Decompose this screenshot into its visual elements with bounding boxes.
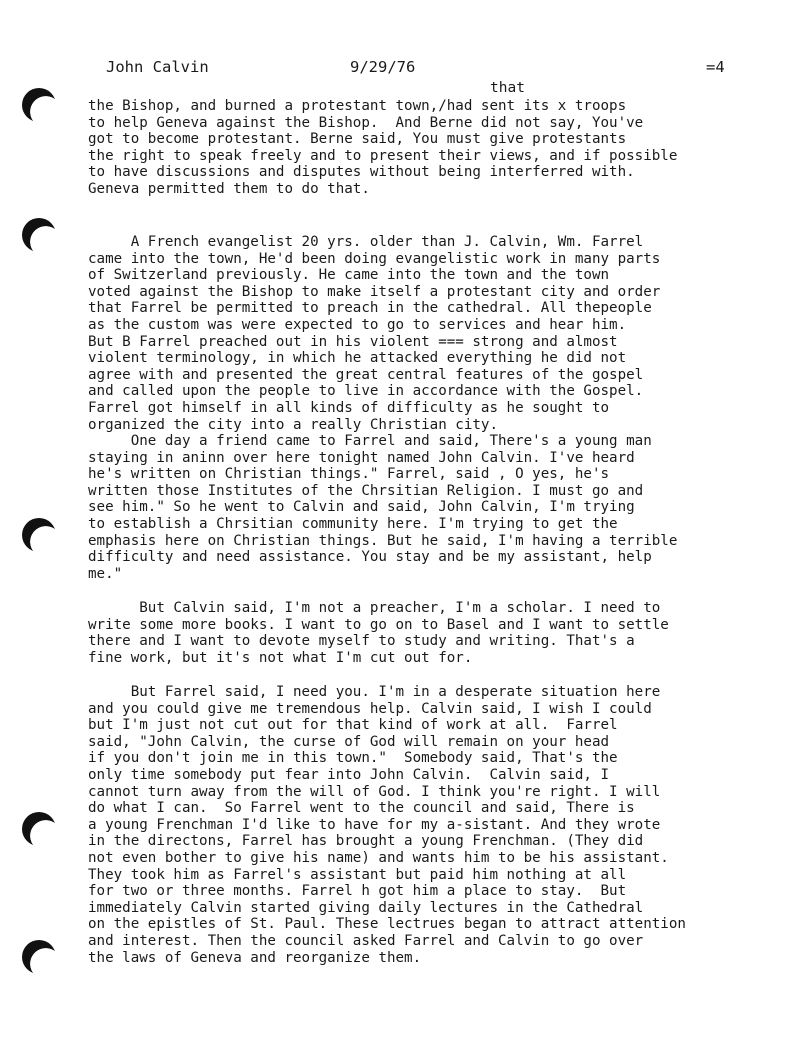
- binder-hole-3: [22, 518, 56, 552]
- paragraph-4: But Calvin said, I'm not a preacher, I'm a scholar. I need to write some more books. I want to go on to Basel and I want to settle there and I want to devote myself to study and writing. That's a fine work, but it's not what I'm cut out for.: [88, 600, 669, 666]
- header-page-number: =4: [706, 58, 725, 76]
- paragraph-2: A French evangelist 20 yrs. older than J. Calvin, Wm. Farrel came into the town, He'd been doing evangelistic work in many parts of Switzerland previously. He came into the town and the town voted against the Bishop to make itself a protestant city and order that Farrel be permitted to preach in the cathedral. All thepeople as the custom was were expected to go to services and hear him. But B Farrel preached out in his violent === strong and almost violent terminology, in which he attacked everything he did not agree with and presented the great central features of the gospel and called upon the people to live in accordance with the Gospel. Farrel got himself in all kinds of difficulty as he sought to organized the city into a really Christian city.: [88, 234, 661, 433]
- paragraph-3: One day a friend came to Farrel and said, There's a young man staying in aninn over here tonight named John Calvin. I've heard he's written on Christian things." Farrel, said , O yes, he's written those Institutes of the Chrsitian Religion. I must go and see him." So he went to Calvin and said, John Calvin, I'm trying to establish a Chrsitian community here. I'm trying to get the emphasis here on Christian things. But he said, I'm having a terrible difficulty and need assistance. You stay and be my assistant, help me.": [88, 433, 678, 582]
- binder-hole-5: [22, 940, 56, 974]
- page-header: [0, 58, 803, 80]
- binder-hole-4: [22, 812, 56, 846]
- header-date: 9/29/76: [350, 58, 416, 76]
- paragraph-1: the Bishop, and burned a protestant town,/had sent its x troops to help Geneva against the Bishop. And Berne did not say, You've got to become protestant. Berne said, You must give protestants the right to speak freely and to present their views, and if possible to have discussions and disputes without being interferred with. Geneva permitted them to do that.: [88, 98, 678, 197]
- interlinear-insertion: that: [490, 80, 525, 96]
- paragraph-5: But Farrel said, I need you. I'm in a desperate situation here and you could give me tremendous help. Calvin said, I wish I could but I'm just not cut out for that kind of work at all. Farrel said, "John Calvin, the curse of God will remain on your head if you don't join me in this town." Somebody said, That's the only time somebody put fear into John Calvin. Calvin said, I cannot turn away from the will of God. I think you're right. I will do what I can. So Farrel went to the council and said, There is a young Frenchman I'd like to have for my a-sistant. And they wrote in the directons, Farrel has brought a young Frenchman. (They did not even bother to give his name) and wants him to be his assistant. They took him as Farrel's assistant but paid him nothing at all for two or three months. Farrel h got him a place to stay. But immediately Calvin started giving daily lectures in the Cathedral on the epistles of St. Paul. These lectrues began to attract attention and interest. Then the council asked Farrel and Calvin to go over the laws of Geneva and reorganize them.: [88, 684, 686, 966]
- binder-hole-2: [22, 218, 56, 252]
- binder-hole-1: [22, 88, 56, 122]
- header-author: John Calvin: [106, 58, 209, 76]
